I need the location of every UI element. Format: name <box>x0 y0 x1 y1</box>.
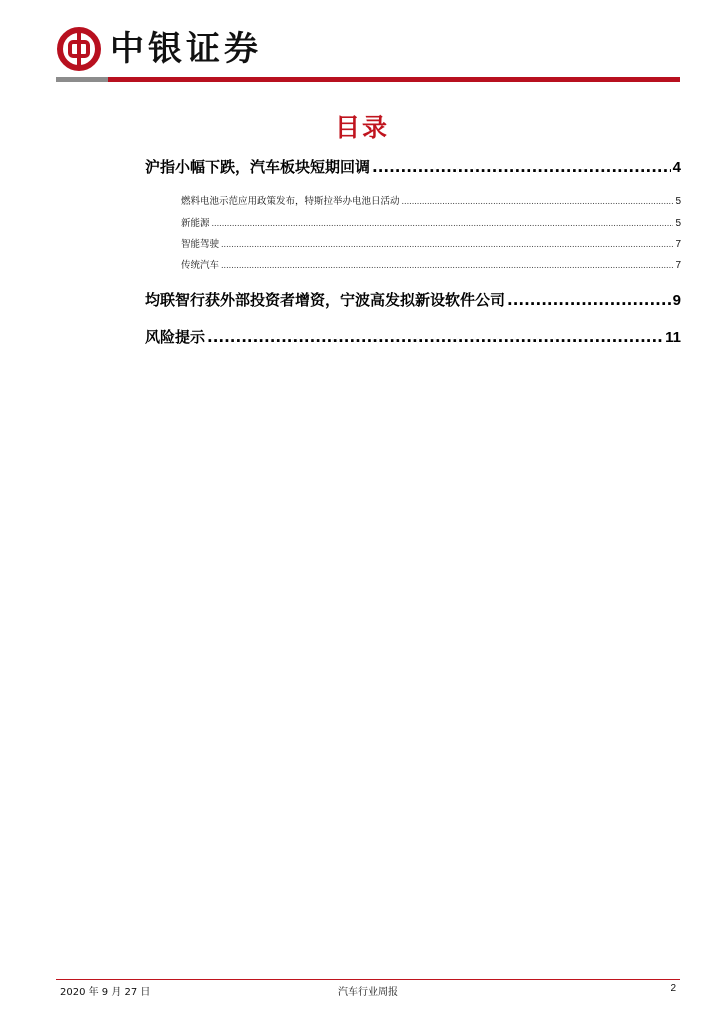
toc-entry-label: 智能驾驶 <box>181 239 220 250</box>
toc-entry-page: 5 <box>675 218 681 229</box>
toc-entry-1-3[interactable] <box>181 237 681 253</box>
toc-title: 目录 <box>334 113 389 142</box>
toc-entry-page: 4 <box>672 159 681 176</box>
toc-leader-dots <box>212 216 674 232</box>
footer-divider <box>56 979 680 980</box>
toc-leader-dots <box>507 289 671 311</box>
toc-entry-label: 沪指小幅下跌，汽车板块短期回调 <box>145 158 371 176</box>
toc-leader-dots <box>402 194 674 210</box>
toc-entry-page: 7 <box>675 260 681 271</box>
toc-entry-label: 燃料电池示范应用政策发布，特斯拉举办电池日活动 <box>181 196 400 207</box>
toc-leader-dots <box>207 326 663 348</box>
toc-entry-1-1[interactable] <box>181 194 681 210</box>
header-divider-red <box>108 77 680 82</box>
toc-entry-label: 新能源 <box>181 218 210 229</box>
toc-entry-page: 7 <box>675 239 681 250</box>
toc-entry-1-4[interactable] <box>181 258 681 274</box>
toc-entry-label: 传统汽车 <box>181 260 220 271</box>
toc-entry-2[interactable] <box>145 289 681 311</box>
toc-entry-1-2[interactable] <box>181 216 681 232</box>
toc-entry-3[interactable] <box>145 326 681 348</box>
toc-entry-label: 均联智行获外部投资者增资，宁波高发拟新设软件公司 <box>145 291 506 309</box>
header-divider-gray <box>56 77 108 82</box>
toc-leader-dots <box>221 258 673 274</box>
report-name: 汽车行业周报 <box>338 987 398 998</box>
toc-entry-page: 5 <box>675 196 681 207</box>
toc-leader-dots <box>372 156 671 178</box>
brand-name: 中银证券 <box>110 29 262 69</box>
bank-of-china-logo-icon <box>56 26 102 72</box>
page-footer <box>56 983 680 999</box>
page-header <box>56 22 262 76</box>
toc-entry-1[interactable] <box>145 156 681 178</box>
page-number: 2 <box>670 983 676 994</box>
toc-entry-label: 风险提示 <box>145 328 206 346</box>
toc-entry-page: 9 <box>672 292 681 309</box>
toc-leader-dots <box>221 237 673 253</box>
header-divider <box>56 77 680 82</box>
toc-entry-page: 11 <box>665 329 681 346</box>
report-date: 2020 年 9 月 27 日 <box>60 987 151 998</box>
